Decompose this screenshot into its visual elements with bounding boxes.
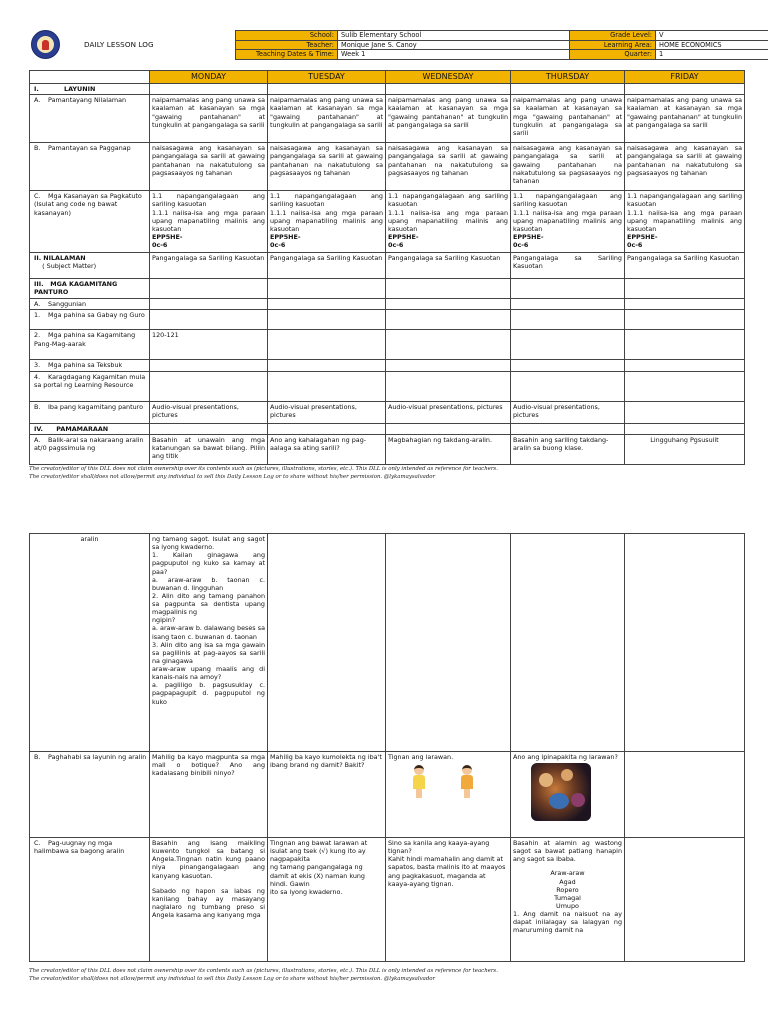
row-sanggunian: [30, 299, 745, 310]
cell-ba-wednesday: Magbahagian ng takdang-aralin.: [386, 434, 511, 464]
cell-ks-thursday: 1.1 napangangalagaan ang sariling kasuotan 1.1.1 naiisa-isa ang mga paraan upang mapanatiling malinis ang kasuotan EPP5HE- 0c-6: [511, 191, 625, 253]
cell-nl-tuesday: Pangangalaga sa Sariling Kasuotan: [268, 253, 386, 279]
cell-pp-monday: naisasagawa ang kasanayan sa pangangalaga sa sarili at gawaing pantahanan na nakatutulong sa pagsasaayos ng tahanan: [150, 143, 268, 191]
row-balik-aral: [30, 434, 745, 464]
header-row-dates: [236, 50, 768, 60]
header-row-school: [236, 31, 768, 41]
cell-ba-tuesday: Ano ang kahalagahan ng pag-aalaga sa ating sarili?: [268, 434, 386, 464]
label-paghahabi: B. Paghahabi sa layunin ng aralin: [30, 752, 150, 838]
label-balik-aral: A. Balik-aral sa nakaraang aralin at/0 pagssimula ng: [30, 434, 150, 464]
row-pamamaraan: [30, 423, 745, 434]
cell-nl-thursday: Pangangalaga sa Sariling Kasuotan: [511, 253, 625, 279]
row-paghahabi: [30, 752, 745, 838]
cell-ibp-thursday: Audio-visual presentations, pictures: [511, 401, 625, 423]
day-tuesday: TUESDAY: [268, 71, 386, 84]
kid-left-icon: [412, 765, 426, 799]
footer-disclaimer-page2: [29, 968, 744, 984]
teaching-dates-value: Week 1: [338, 50, 570, 60]
cell-ks-wednesday: 1.1 napangangalagaan ang sariling kasuotan 1.1.1 naiisa-isa ang mga paraan upang mapanatiling malinis ang kasuotan EPP5HE- 0c-6: [386, 191, 511, 253]
school-label: School:: [236, 31, 338, 41]
day-monday: MONDAY: [150, 71, 268, 84]
cell-pn-wednesday: naipamamalas ang pang unawa sa kaalaman at kasanayan sa mga "gawaing pantahanan" at tungkulin at pangangalaga sa sarili: [386, 95, 511, 143]
row-pag-uugnay: [30, 838, 745, 962]
cell-ph-tuesday: Mahilig ba kayo kumolekta ng iba't ibang brand ng damit? Bakit?: [268, 752, 386, 838]
footer-line1-p2: The creator/editor of this DLL does not claim ownership over its contents such as (pictures, illustrations, stories, etc.). This DLL is only intended as reference for teachers.: [29, 968, 498, 974]
word-choices: Araw-araw Agad Ropero Tumagal Umupo: [550, 869, 585, 910]
row-nilalaman: [30, 253, 745, 279]
teacher-value: Monique Jane S. Canoy: [338, 40, 570, 50]
label-teksbuk: 3. Mga pahina sa Teksbuk: [30, 360, 150, 371]
label-balik-aral-continued: aralin: [30, 534, 150, 752]
row-pamantayan-pagganap: [30, 143, 745, 191]
label-kasanayan: C. Mga Kasanayan sa Pagkatuto (Isulat ang code ng bawat kasanayan): [30, 191, 150, 253]
school-value: Sulib Elementary School: [338, 31, 570, 41]
header-info-table: [235, 30, 768, 60]
cell-pn-tuesday: naipamamalas ang pang unawa sa kaalaman at kasanayan sa mga "gawaing pantahanan" at tungkulin at pangangalaga sa sarili: [268, 95, 386, 143]
learning-area-value: HOME ECONOMICS: [656, 40, 768, 50]
cell-ibp-wednesday: Audio-visual presentations, pictures: [386, 401, 511, 423]
label-pamantayan-pagganap: B. Pamantayan sa Pagganap: [30, 143, 150, 191]
cell-ph-monday: Mahilig ba kayo magpunta sa mga mall o botique? Ano ang kadalasang binibili ninyo?: [150, 752, 268, 838]
two-kids-picture: [388, 761, 508, 801]
label-kagamitang-mag-aaral: 2. Mga pahina sa Kagamitang Pang-Mag-aarak: [30, 330, 150, 360]
day-thursday: THURSDAY: [511, 71, 625, 84]
cell-ph-thursday: Ano ang ipinapakita ng larawan?: [511, 752, 625, 838]
cell-pn-thursday: naipamamalas ang pang unawa sa kaalaman at kasanayan sa mga "gawaing pantahanan" at tungkulin at pangangalaga sa sarili: [511, 95, 625, 143]
label-sanggunian: A. Sanggunian: [30, 299, 150, 310]
row-balik-aral-continued: [30, 534, 745, 752]
teacher-label: Teacher:: [236, 40, 338, 50]
label-karagdagang: 4. Karagdagang Kagamitan mula sa portal ng Learning Resource: [30, 371, 150, 401]
cell-quiz-monday: ng tamang sagot. Isulat ang sagot sa iyong kwaderno. 1. Kailan ginagawa ang pagpuputol ng kuko sa kamay at paa? a. araw-araw b. taonan c. buwanan d. lingguhan 2. Alin dito ang tamang panahon sa pagpunta sa dentista upang magpalinis ng ngipin? a. araw-araw b. dalawang beses sa isang taon c. buwanan d. taonan 3. Alin dito ang isa sa mga gawain sa paglilinis at pag-aayos sa sarili na ginagawa araw-araw upang maalis ang di kanais-nais na amoy? a. pagliligo b. pagsusuklay c. pagpapagupit d. pagpuputol ng kuko: [150, 534, 268, 752]
section-layunin-label: I. LAYUNIN: [30, 84, 150, 95]
day-header-row: [30, 71, 745, 84]
cell-ks-tuesday: 1.1 napangangalagaan ang sariling kasuotan 1.1.1 naiisa-isa ang mga paraan upang mapanatiling malinis ang kasuotan EPP5HE- 0c-6: [268, 191, 386, 253]
cell-ks-monday: 1.1 napangangalagaan ang sariling kasuotan 1.1.1 naiisa-isa ang mga paraan upang mapanatiling malinis ang kasuotan EPP5HE- 0c-6: [150, 191, 268, 253]
page-two: [0, 530, 768, 1024]
cell-ibp-monday: Audio-visual presentations, pictures: [150, 401, 268, 423]
cell-ba-monday: Basahin at unawain ang mga katanungan sa bawat bilang. Piliin ang titik: [150, 434, 268, 464]
cell-pp-wednesday: naisasagawa ang kasanayan sa pangangalaga sa sarili at gawaing pantahanan na nakatutulong sa pagsasaayos ng tahanan: [386, 143, 511, 191]
cell-ba-thursday: Basahin ang sariling takdang-aralin sa buong klase.: [511, 434, 625, 464]
row-kagamitang-mag-aaral: [30, 330, 745, 360]
cell-pp-tuesday: naisasagawa ang kasanayan sa pangangalaga sa sarili at gawaing pantahanan na nakatutulong sa pagsasaayos ng tahanan: [268, 143, 386, 191]
footer-line1: The creator/editor of this DLL does not claim ownership over its contents such as (pictures, illustrations, stories, etc.). This DLL is only intended as reference for teachers.: [29, 466, 498, 472]
label-pag-uugnay: C. Pag-uugnay ng mga halimbawa sa bagong aralin: [30, 838, 150, 962]
lesson-grid-page2: [29, 533, 745, 962]
footer-line2-p2: The creator/editor shall/does not allow/permit any individual to sell this Daily Lesson Log or to share without his/her permission. @lykamaysalvador: [29, 975, 436, 982]
cell-pn-friday: naipamamalas ang pang unawa sa kaalaman at kasanayan sa mga "gawaing pantahanan" at tungkulin at pangangalaga sa sarili: [625, 95, 745, 143]
cell-nl-friday: Pangangalaga sa Sariling Kasuotan: [625, 253, 745, 279]
label-kagamitan: III. MGA KAGAMITANG PANTURO: [30, 279, 150, 299]
label-pamantayang-nilalaman: A. Pamantayang Nilalaman: [30, 95, 150, 143]
lesson-grid-page1: [29, 70, 745, 465]
cell-pu-wednesday: Sino sa kanila ang kaaya-ayang tignan? Kahit hindi mamahalin ang damit at sapatos, basta malinis ito at maayos ang pagkakasuot, maganda at kaaya-ayang tignan.: [386, 838, 511, 962]
dll-title: DAILY LESSON LOG: [84, 40, 154, 49]
deped-seal-icon: [31, 30, 60, 59]
cell-ba-friday: Lingguhang Pgsusulit: [625, 434, 745, 464]
cell-pp-friday: naisasagawa ang kasanayan sa pangangalaga sa sarili at gawaing pantahanan na nakatutulong sa pagsasaayos ng tahanan: [625, 143, 745, 191]
teaching-dates-label: Teaching Dates & Time:: [236, 50, 338, 60]
cell-ph-wednesday: Tignan ang larawan.: [386, 752, 511, 838]
quarter-label: Quarter:: [570, 50, 656, 60]
cell-pu-monday: Basahin ang isang maikling kuwento tungkol sa batang si Angela.Tingnan natin kung paano niya pinangangalagaan ang kanyang kasuotan. Sabado ng hapon sa labas ng kanilang bahay ay masayang naglalaro ng tumbang preso si Angela kasama ang kanyang mga: [150, 838, 268, 962]
kid-right-icon: [460, 765, 474, 799]
cell-nl-wednesday: Pangangalaga sa Sariling Kasuotan: [386, 253, 511, 279]
row-kasanayan: [30, 191, 745, 253]
grade-level-label: Grade Level:: [570, 31, 656, 41]
label-pamamaraan: IV. PAMAMARAAN: [30, 423, 150, 434]
row-gabay: [30, 310, 745, 330]
cell-ks-friday: 1.1 napangangalagaan ang sariling kasuotan 1.1.1 naiisa-isa ang mga paraan upang mapanatiling malinis ang kasuotan EPP5HE- 0c-6: [625, 191, 745, 253]
section-layunin: [30, 84, 745, 95]
cell-nl-monday: Pangangalaga sa Sariling Kasuotan: [150, 253, 268, 279]
cell-ibp-tuesday: Audio-visual presentations, pictures: [268, 401, 386, 423]
row-karagdagang: [30, 371, 745, 401]
page-one: [0, 0, 768, 490]
quarter-value: 1: [656, 50, 768, 60]
grade-level-value: V: [656, 31, 768, 41]
cell-ph-friday: [625, 752, 745, 838]
cell-pp-thursday: naisasagawa ang kasanayan sa pangangalaga sa sarili at gawaing pantahanan na nakatutulong sa pagsasaayos ng tahanan: [511, 143, 625, 191]
day-wednesday: WEDNESDAY: [386, 71, 511, 84]
footer-disclaimer-page1: [29, 466, 744, 482]
cell-pn-monday: naipamamalas ang pang unawa sa kaalaman at kasanayan sa mga "gawaing pantahanan" at tungkulin at pangangalaga sa sarili: [150, 95, 268, 143]
cell-pages-monday: 120-121: [150, 330, 268, 360]
row-kagamitan: [30, 279, 745, 299]
label-iba-pang: B. Iba pang kagamitang panturo: [30, 401, 150, 423]
label-nilalaman: II. NILALAMAN ( Subject Matter): [30, 253, 150, 279]
messy-clothes-photo: [531, 763, 591, 821]
cell-pu-tuesday: Tingnan ang bawat larawan at isulat ang tsek (√) kung ito ay nagpapakita ng tamang pangangalaga ng damit at ekis (X) naman kung hindi. Gawin ito sa iyong kwaderno.: [268, 838, 386, 962]
footer-line2: The creator/editor shall/does not allow/permit any individual to sell this Daily Lesson Log or to share without his/her permission. @lykamaysalvador: [29, 473, 436, 480]
row-teksbuk: [30, 360, 745, 371]
learning-area-label: Learning Area:: [570, 40, 656, 50]
dll-header: [29, 29, 744, 61]
row-iba-pang: [30, 401, 745, 423]
label-gabay: 1. Mga pahina sa Gabay ng Guro: [30, 310, 150, 330]
corner-cell: [30, 71, 150, 84]
cell-pu-thursday: Basahin at alamin ag wastong sagot sa bawat patlang hanapin ang sagot sa ibaba. Araw-araw Agad Ropero Tumagal Umupo 1. Ang damit na naisuot na ay dapat inilalagay sa lalagyan ng maruruming damit na: [511, 838, 625, 962]
row-pamantayang-nilalaman: [30, 95, 745, 143]
day-friday: FRIDAY: [625, 71, 745, 84]
header-row-teacher: [236, 40, 768, 50]
